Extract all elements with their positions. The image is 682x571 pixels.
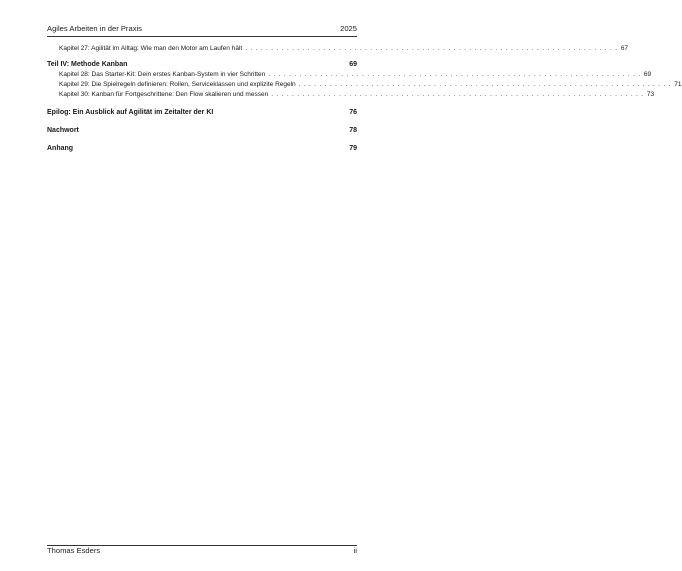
- toc-entry-anhang[interactable]: [47, 144, 357, 154]
- toc-leader-dots: [245, 44, 617, 54]
- toc-part-page: 76: [349, 109, 357, 116]
- header-rule: [47, 36, 357, 37]
- toc-entry-title: Kapitel 28: Das Starter-Kit: Dein erstes Kanban-System in vier Schritten: [59, 71, 266, 78]
- toc-entry-title: Kapitel 27: Agilität im Alltag: Wie man den Motor am Laufen hält: [59, 45, 243, 52]
- toc-entry-chapter-27[interactable]: [47, 44, 629, 54]
- header-year: 2025: [340, 24, 357, 33]
- footer-page-number: ii: [353, 546, 357, 555]
- running-footer: [47, 546, 357, 558]
- toc-part-title: Teil IV: Methode Kanban: [47, 61, 128, 68]
- table-of-contents: [47, 44, 682, 154]
- toc-leader-dots: [268, 70, 640, 80]
- toc-entry-title: Kapitel 30: Kanban für Fortgeschrittene: Den Flow skalieren und messen: [59, 91, 269, 98]
- toc-entry-epilog[interactable]: [47, 108, 357, 118]
- toc-part-page: 78: [349, 127, 357, 134]
- toc-leader-dots: [299, 80, 671, 90]
- running-header: [47, 24, 357, 36]
- toc-part-title: Anhang: [47, 145, 74, 152]
- toc-entry-page: 67: [620, 45, 629, 52]
- header-book-title: Agiles Arbeiten in der Praxis: [47, 24, 142, 33]
- toc-entry-chapter-29[interactable]: [47, 80, 682, 90]
- toc-entry-nachwort[interactable]: [47, 126, 357, 136]
- toc-part-title: Epilog: Ein Ausblick auf Agilität im Zeitalter der KI: [47, 109, 214, 116]
- toc-entry-page: 69: [643, 71, 652, 78]
- toc-leader-dots: [271, 90, 643, 100]
- footer-author: Thomas Esders: [47, 546, 101, 555]
- toc-entry-page: 73: [646, 91, 655, 98]
- toc-entry-title: Kapitel 29: Die Spielregeln definieren: Rollen, Serviceklassen und explizite Regeln: [59, 81, 296, 88]
- toc-entry-chapter-28[interactable]: [47, 70, 652, 80]
- toc-part-page: 69: [349, 61, 357, 68]
- toc-entry-part-4[interactable]: [47, 60, 357, 70]
- toc-entry-chapter-30[interactable]: [47, 90, 655, 100]
- toc-entry-page: 71: [674, 81, 682, 88]
- toc-part-page: 79: [349, 145, 357, 152]
- toc-part-title: Nachwort: [47, 127, 79, 134]
